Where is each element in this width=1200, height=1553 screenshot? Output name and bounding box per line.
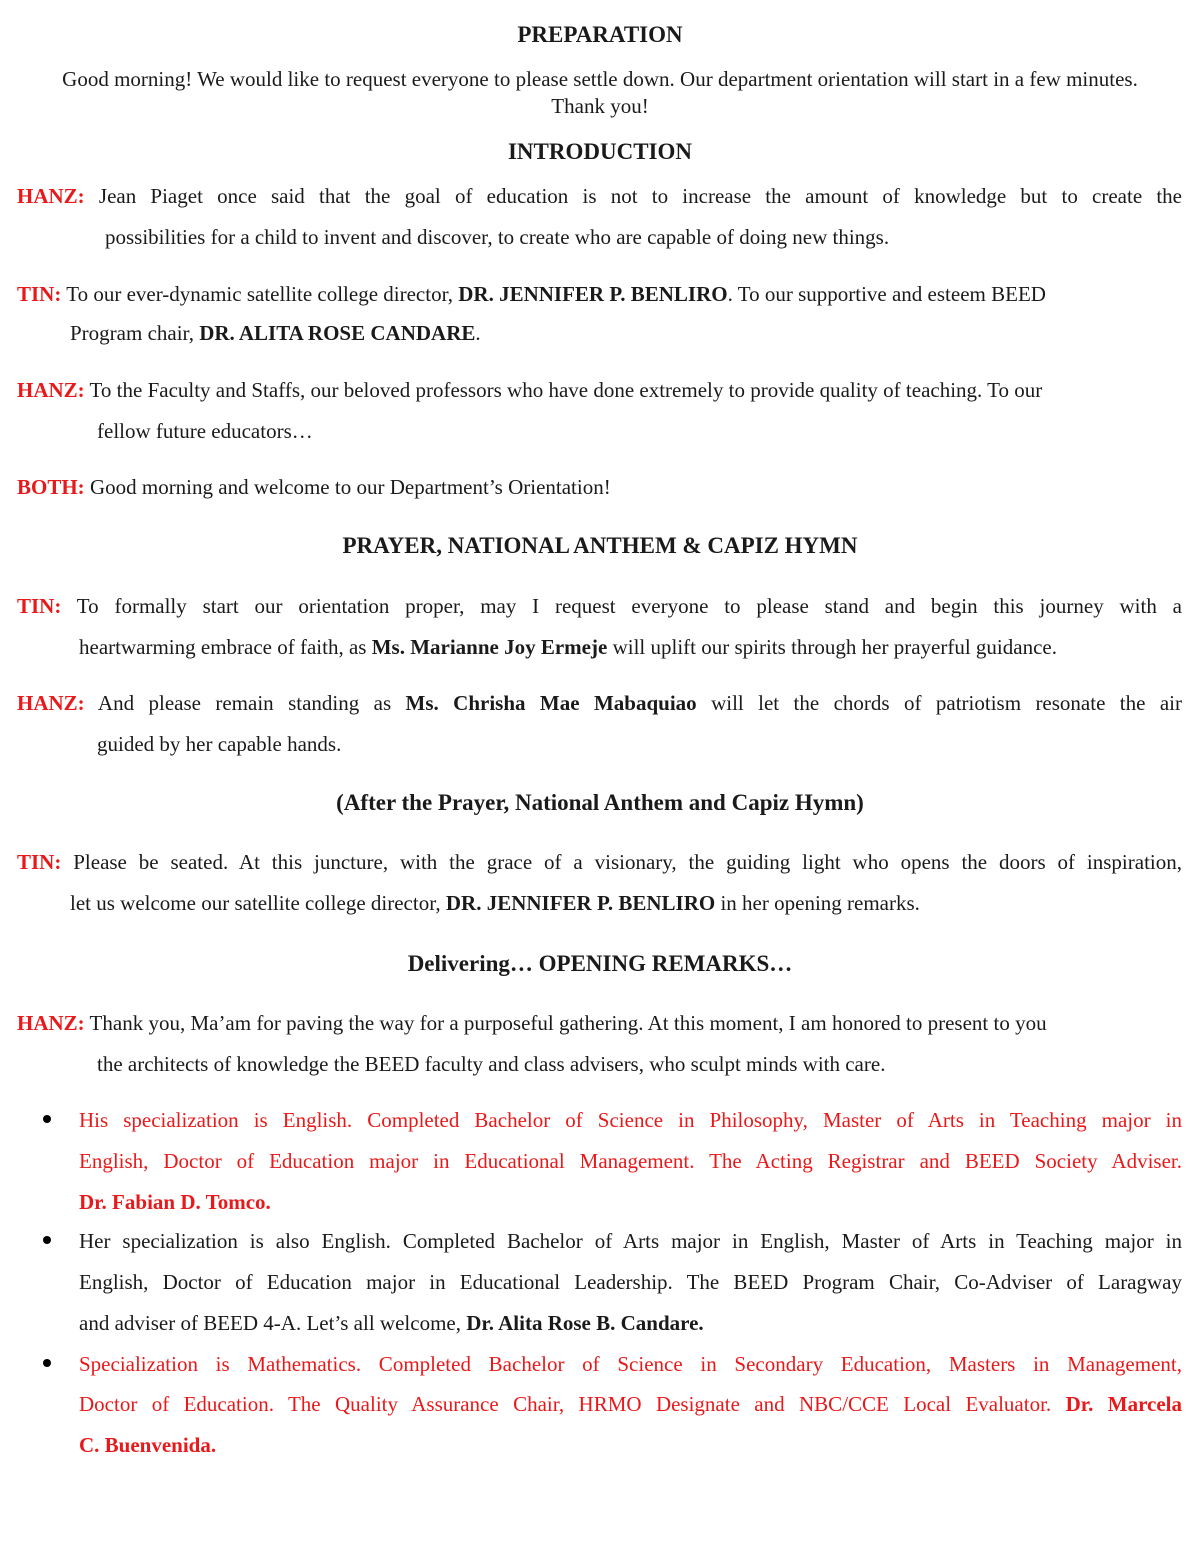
dialogue-text: To our ever-dynamic satellite college director,: [66, 282, 453, 306]
speaker-label: TIN:: [17, 282, 62, 306]
bullet-icon: [43, 1236, 51, 1244]
faculty-text: and adviser of BEED 4-A. Let’s all welcome,: [79, 1311, 461, 1335]
faculty-text: Doctor of Education. The Quality Assurance Chair, HRMO Designate and NBC/CCE Local Evaluator.: [79, 1392, 1052, 1416]
prayer-hanz-line2: guided by her capable hands.: [97, 732, 342, 756]
intro-tin-line2: [70, 320, 481, 346]
faculty-name: Dr. Fabian D. Tomco.: [79, 1190, 271, 1214]
speaker-label: HANZ:: [17, 691, 85, 715]
anthem-leader-name: Ms. Chrisha Mae Mabaquiao: [405, 691, 697, 715]
bullet-icon: [43, 1115, 51, 1123]
preparation-heading: PREPARATION: [517, 22, 683, 47]
intro-both-line: [17, 474, 611, 500]
dialogue-text: Program chair,: [70, 321, 194, 345]
speaker-label: HANZ:: [17, 378, 85, 402]
intro-hanz-line2: possibilities for a child to invent and discover, to create who are capable of doing new things.: [105, 225, 890, 249]
prayer-tin-line1: [17, 593, 1182, 619]
program-chair-name: DR. ALITA ROSE CANDARE: [199, 321, 476, 345]
remarks-hanz-line1: [17, 1010, 1047, 1036]
prayer-hanz-line1: [17, 690, 1182, 716]
faculty-2-line2: English, Doctor of Education major in Educational Leadership. The BEED Program Chair, Co-Adviser of Laragway: [79, 1270, 1182, 1294]
opening-remarks-heading: Delivering… OPENING REMARKS…: [407, 951, 793, 976]
dialogue-text: Please be seated. At this juncture, with the grace of a visionary, the guiding light who opens the doors of inspiration,: [73, 850, 1182, 874]
preparation-text: Good morning! We would like to request everyone to please settle down. Our department orientation will start in a few minutes. Thank you!: [62, 67, 1138, 118]
speaker-label: HANZ:: [17, 184, 85, 208]
dialogue-text: will let the chords of patriotism resonate the air: [711, 691, 1183, 715]
intro-hanz2-line1: [17, 377, 1042, 403]
intro-hanz2-line2: fellow future educators…: [97, 419, 313, 443]
dialogue-text: And please remain standing as: [97, 691, 392, 715]
faculty-name: Dr. Marcela: [1065, 1392, 1182, 1416]
faculty-2-line3: [79, 1310, 704, 1336]
director-name: DR. JENNIFER P. BENLIRO: [445, 891, 716, 915]
bullet-icon: [43, 1359, 51, 1367]
dialogue-text: will uplift our spirits through her prayerful guidance.: [612, 635, 1057, 659]
speaker-label: BOTH:: [17, 475, 85, 499]
remarks-hanz-line2: the architects of knowledge the BEED faculty and class advisers, who sculpt minds with care.: [97, 1052, 886, 1076]
prayer-heading: PRAYER, NATIONAL ANTHEM & CAPIZ HYMN: [342, 533, 858, 558]
dialogue-text: To the Faculty and Staffs, our beloved professors who have done extremely to provide quality of teaching. To our: [89, 378, 1043, 402]
dialogue-text: let us welcome our satellite college director,: [70, 891, 441, 915]
faculty-name: Dr. Alita Rose B. Candare.: [466, 1311, 704, 1335]
after-prayer-heading: (After the Prayer, National Anthem and Capiz Hymn): [336, 790, 864, 815]
intro-tin-line1: [17, 281, 1046, 307]
intro-hanz-line1: [17, 183, 1182, 209]
faculty-3-line3: [79, 1432, 216, 1458]
prayer-tin-line2: [79, 634, 1057, 660]
director-name: DR. JENNIFER P. BENLIRO: [458, 282, 728, 306]
speaker-label: TIN:: [17, 850, 62, 874]
dialogue-text: To formally start our orientation proper, may I request everyone to please stand and begin this journey with a: [76, 594, 1182, 618]
faculty-3-line1: Specialization is Mathematics. Completed Bachelor of Science in Secondary Education, Masters in Management,: [79, 1352, 1182, 1376]
dialogue-text: in her opening remarks.: [720, 891, 920, 915]
after-tin-line1: [17, 849, 1182, 875]
dialogue-text: . To our supportive and esteem BEED: [727, 282, 1046, 306]
dialogue-text: Thank you, Ma’am for paving the way for a purposeful gathering. At this moment, I am honored to present to you: [89, 1011, 1047, 1035]
faculty-3-line2: [79, 1391, 1182, 1417]
dialogue-text: Good morning and welcome to our Department’s Orientation!: [89, 475, 611, 499]
faculty-1-line1: His specialization is English. Completed Bachelor of Science in Philosophy, Master of Arts in Teaching major in: [79, 1108, 1182, 1132]
prayer-leader-name: Ms. Marianne Joy Ermeje: [371, 635, 608, 659]
faculty-name: C. Buenvenida.: [79, 1433, 217, 1457]
dialogue-text: .: [475, 321, 481, 345]
after-tin-line2: [70, 890, 920, 916]
speaker-label: TIN:: [17, 594, 62, 618]
faculty-1-line2: English, Doctor of Education major in Educational Management. The Acting Registrar and BEED Society Adviser.: [79, 1149, 1182, 1173]
faculty-1-line3: [79, 1189, 271, 1215]
speaker-label: HANZ:: [17, 1011, 85, 1035]
dialogue-text: Jean Piaget once said that the goal of education is not to increase the amount of knowledge but to create the: [98, 184, 1183, 208]
faculty-2-line1: Her specialization is also English. Completed Bachelor of Arts major in English, Master of Arts in Teaching major in: [79, 1229, 1182, 1253]
introduction-heading: INTRODUCTION: [507, 139, 693, 164]
dialogue-text: heartwarming embrace of faith, as: [79, 635, 367, 659]
